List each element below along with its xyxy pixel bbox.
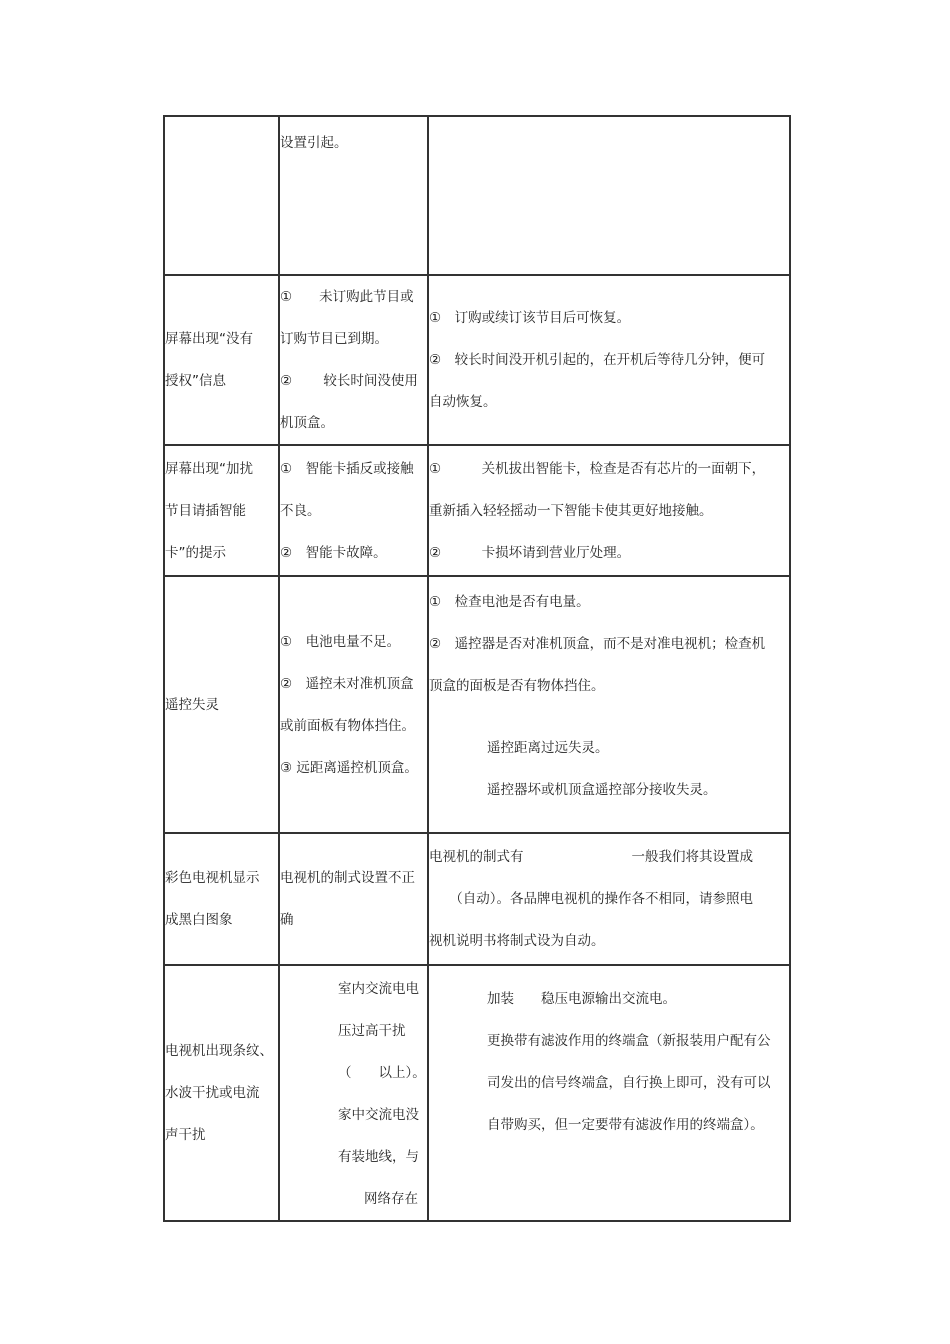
cause-line: ② 较长时间没使用 xyxy=(280,373,418,389)
solution-cell xyxy=(428,833,790,965)
cause-line: 室内交流电电 xyxy=(338,981,419,997)
cause-line: 压过高干扰 xyxy=(338,1023,406,1039)
cause-line: ① 电池电量不足。 xyxy=(280,633,401,650)
table-row xyxy=(164,965,790,1221)
cause-cell xyxy=(279,275,428,445)
cause-cell xyxy=(279,965,428,1221)
solution-line: 司发出的信号终端盒，自行换上即可，没有可以 xyxy=(487,1075,771,1091)
solution-cell xyxy=(428,445,790,576)
solution-cell xyxy=(428,576,790,833)
symptom-line: 节目请插智能 xyxy=(165,502,246,519)
cause-line: ① 未订购此节目或 xyxy=(280,289,414,305)
cause-line: 家中交流电没 xyxy=(338,1107,419,1123)
symptom-line: 遥控失灵 xyxy=(165,696,219,713)
solution-line: 遥控器坏或机顶盒遥控部分接收失灵。 xyxy=(487,782,717,798)
solution-line: （自动）。各品牌电视机的操作各不相同，请参照电 xyxy=(429,891,753,907)
solution-line: ① 检查电池是否有电量。 xyxy=(429,594,590,610)
solution-line: ② 较长时间没开机引起的，在开机后等待几分钟，便可 xyxy=(429,352,766,368)
table-row xyxy=(164,576,790,833)
symptom-cell xyxy=(164,833,279,965)
symptom-line: 屏幕出现“加扰 xyxy=(165,460,253,477)
symptom-cell xyxy=(164,965,279,1221)
cause-line: 电视机的制式设置不正 xyxy=(280,870,415,886)
cause-line: 设置引起。 xyxy=(280,135,348,151)
symptom-line: 电视机出现条纹、 xyxy=(165,1043,273,1059)
solution-line: 自带购买，但一定要带有滤波作用的终端盒）。 xyxy=(487,1117,764,1133)
cause-line: ① 智能卡插反或接触 xyxy=(280,460,414,477)
cause-cell xyxy=(279,576,428,833)
solution-line: ② 遥控器是否对准机顶盒，而不是对准电视机；检查机 xyxy=(429,636,766,652)
solution-line: 加装 稳压电源输出交流电。 xyxy=(487,991,676,1007)
cause-cell xyxy=(279,833,428,965)
cause-line: ② 遥控未对准机顶盒 xyxy=(280,675,414,692)
cause-line: 有装地线，与 xyxy=(338,1149,419,1165)
symptom-line: 授权”信息 xyxy=(165,373,226,389)
solution-line: 更换带有滤波作用的终端盒（新报装用户配有公 xyxy=(487,1033,771,1049)
cause-cell xyxy=(279,445,428,576)
cause-line: 网络存在 xyxy=(364,1191,418,1207)
cause-line: 订购节目已到期。 xyxy=(280,331,388,347)
table-row xyxy=(164,833,790,965)
solution-line: ② 卡损坏请到营业厅处理。 xyxy=(429,544,631,561)
cause-line: ② 智能卡故障。 xyxy=(280,544,387,561)
cause-line: 或前面板有物体挡住。 xyxy=(280,717,415,734)
cause-line: 确 xyxy=(280,912,294,928)
symptom-cell xyxy=(164,445,279,576)
symptom-cell xyxy=(164,275,279,445)
solution-line: 遥控距离过远失灵。 xyxy=(487,740,609,756)
cause-cell xyxy=(279,116,428,275)
table-row xyxy=(164,445,790,576)
solution-line: ① 订购或续订该节目后可恢复。 xyxy=(429,310,631,326)
solution-cell xyxy=(428,116,790,275)
cause-line: 不良。 xyxy=(280,502,321,519)
symptom-cell xyxy=(164,576,279,833)
solution-line: 自动恢复。 xyxy=(429,394,497,410)
symptom-line: 彩色电视机显示 xyxy=(165,870,260,886)
solution-line: 视机说明书将制式设为自动。 xyxy=(429,933,605,949)
solution-line: 重新插入轻轻摇动一下智能卡使其更好地接触。 xyxy=(429,502,713,519)
cause-line: （ 以上）。 xyxy=(338,1065,426,1081)
solution-cell xyxy=(428,965,790,1221)
symptom-line: 成黑白图象 xyxy=(165,912,233,928)
cause-line: 机顶盒。 xyxy=(280,415,334,431)
solution-line: ① 关机拔出智能卡，检查是否有芯片的一面朝下， xyxy=(429,460,766,477)
symptom-line: 卡”的提示 xyxy=(165,544,226,561)
symptom-cell xyxy=(164,116,279,275)
symptom-line: 水波干扰或电流 xyxy=(165,1085,260,1101)
cause-line: ③ 远距离遥控机顶盒。 xyxy=(280,759,418,776)
solution-cell xyxy=(428,275,790,445)
solution-line: 顶盒的面板是否有物体挡住。 xyxy=(429,678,605,694)
table-row xyxy=(164,275,790,445)
table-row xyxy=(164,116,790,275)
troubleshooting-table xyxy=(163,115,791,1222)
symptom-line: 屏幕出现“没有 xyxy=(165,331,253,347)
solution-line: 电视机的制式有 一般我们将其设置成 xyxy=(429,849,753,865)
symptom-line: 声干扰 xyxy=(165,1127,206,1143)
